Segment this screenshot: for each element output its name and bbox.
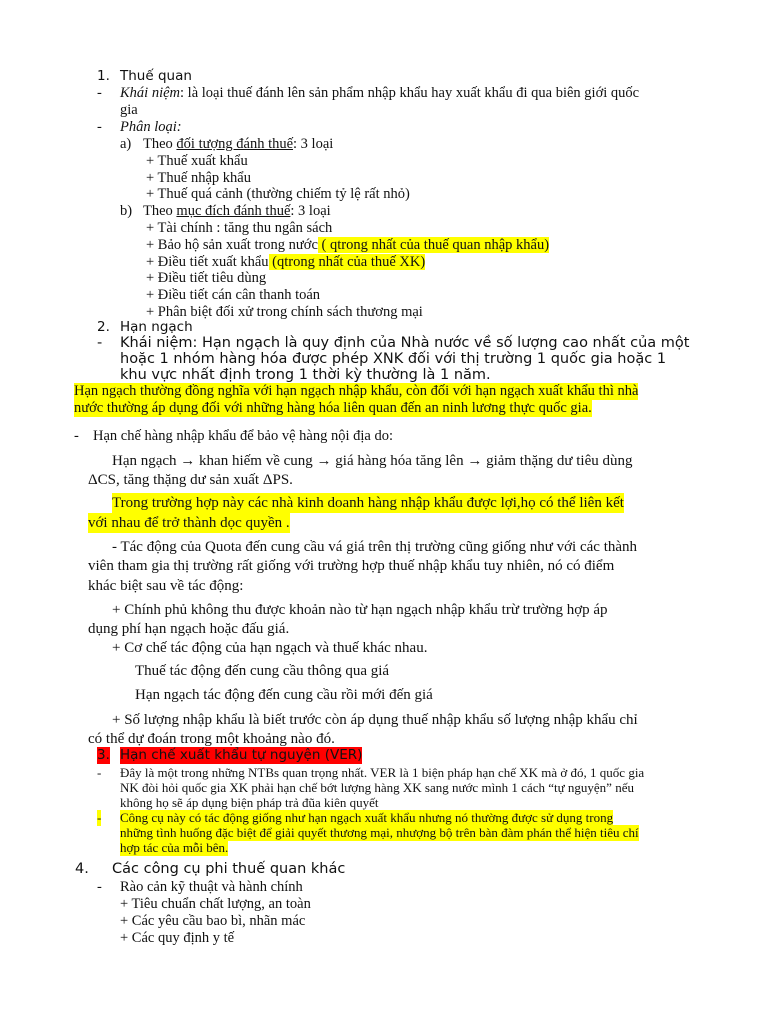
highlight-paragraph-line: nước thường áp dụng đối với những hàng hóa liên quan đến an ninh lương thực quốc gia. [74, 400, 592, 416]
ver-definition-line: không họ sẽ áp dụng biện pháp trả đũa kiên quyết [120, 795, 379, 810]
quota-definition-line: hoặc 1 nhóm hàng hóa được phép XNK đối với thị trường 1 quốc gia hoặc 1 [120, 351, 667, 367]
quota-definition-line: Khái niệm: Hạn ngạch là quy định của Nhà nước về số lượng cao nhất của một [120, 335, 690, 351]
sub-heading-post: : 3 loại [293, 136, 334, 152]
mechanism-line: + Cơ chế tác động của hạn ngạch và thuế khác nhau. [112, 640, 428, 656]
tax-effect-line: Thuế tác động đến cung cầu thông qua giá [135, 663, 390, 679]
list-item: + Thuế xuất khẩu [146, 153, 248, 169]
section-3-number: 3. [97, 747, 110, 763]
list-bullet: - [97, 810, 102, 825]
highlight-note: ( qtrong nhất của thuế quan nhập khẩu) [317, 237, 550, 253]
list-bullet: - [74, 428, 79, 444]
list-item: + Các yêu cầu bao bì, nhãn mác [120, 913, 306, 929]
concept-label: Khái niệm [120, 85, 181, 101]
sub-heading-pre: Theo [143, 203, 177, 219]
ver-definition-line: NK đòi hỏi quốc gia XK phải hạn chế bớt lượng hàng XK sang nước mình 1 cách “tự nguyện” nếu [120, 780, 634, 795]
sub-heading-pre: Theo [143, 136, 177, 152]
list-item: + Tài chính : tăng thu ngân sách [146, 220, 333, 236]
list-item: + Các quy định y tế [120, 930, 235, 946]
monopoly-highlight-line: Trong trường hợp này các nhà kinh doanh hàng nhập khẩu được lợi,họ có thể liên kết [112, 495, 624, 511]
list-item: + Thuế quá cảnh (thường chiếm tỷ lệ rất nhỏ) [146, 186, 410, 202]
concept-text-cont: gia [120, 102, 138, 118]
section-4-title: Các công cụ phi thuế quan khác [112, 861, 346, 877]
sub-heading-underlined: mục đích đánh thuế [176, 203, 291, 219]
sub-heading-post: : 3 loại [290, 203, 331, 219]
ver-highlight-line: hợp tác của mỗi bên. [120, 840, 229, 855]
section-1-title: Thuế quan [120, 68, 192, 84]
import-volume-line: có thể dự đoán trong một khoảng nào đó. [88, 731, 335, 747]
concept-text: : là loại thuế đánh lên sản phẩm nhập khẩu hay xuất khẩu đi qua biên giới quốc [180, 85, 640, 101]
list-item: + Phân biệt đối xử trong chính sách thương mại [146, 304, 423, 320]
sub-heading-b [143, 203, 331, 220]
quota-effect-line: khác biệt sau về tác động: [88, 578, 244, 594]
government-revenue-line: dụng phí hạn ngạch hoặc đấu giá. [88, 621, 290, 637]
list-item: + Thuế nhập khẩu [146, 170, 251, 186]
list-bullet: - [97, 119, 102, 135]
list-item: + Điều tiết cán cân thanh toán [146, 287, 321, 303]
barrier-heading: Rào cản kỹ thuật và hành chính [120, 879, 303, 895]
quota-effect-price-line: Hạn ngạch tác động đến cung cầu rồi mới đến giá [135, 687, 433, 703]
sub-marker-a: a) [120, 136, 132, 152]
sub-heading-underlined: đối tượng đánh thuế [176, 136, 294, 152]
ver-highlight-line: những tình huống đặc biệt để giải quyết thương mại, nhượng bộ trên bàn đàm phán thể hiện tiêu chí [120, 825, 639, 840]
effect-chain-line: ΔCS, tăng thặng dư sản xuất ΔPS. [88, 472, 293, 488]
list-item [146, 254, 425, 271]
list-item-text: + Điều tiết xuất khẩu [146, 254, 269, 270]
import-volume-line: + Số lượng nhập khẩu là biết trước còn áp dụng thuế nhập khẩu số lượng nhập khẩu chỉ [112, 712, 638, 728]
sub-marker-b: b) [120, 203, 133, 219]
list-bullet: - [97, 765, 102, 780]
list-bullet: - [97, 335, 103, 351]
highlight-note: (qtrong nhất của thuế XK) [268, 254, 426, 270]
concept-line [120, 85, 639, 102]
list-item-text: + Bảo hộ sản xuất trong nước [146, 237, 318, 253]
list-item [146, 237, 549, 254]
section-1-number: 1. [97, 68, 110, 84]
highlight-paragraph-line: Hạn ngạch thường đồng nghĩa với hạn ngạch nhập khẩu, còn đối với hạn ngạch xuất khẩu thì nhà [74, 383, 639, 399]
effect-chain-line: Hạn ngạch → khan hiếm về cung → giá hàng hóa tăng lên → giảm thặng dư tiêu dùng [112, 453, 633, 469]
quota-effect-line: viên tham gia thị trường rất giống với trường hợp thuế nhập khẩu tuy nhiên, nó có điểm [88, 558, 615, 574]
list-bullet: - [97, 85, 102, 101]
list-item: + Tiêu chuẩn chất lượng, an toàn [120, 896, 311, 912]
import-limit-line: Hạn chế hàng nhập khẩu để bảo vệ hàng nội địa do: [93, 428, 393, 444]
section-3-title: Hạn chế xuất khẩu tự nguyện (VER) [120, 747, 363, 763]
list-bullet: - [97, 879, 102, 895]
sub-heading-a [143, 136, 333, 153]
monopoly-highlight-line: với nhau để trở thành dọc quyền . [88, 515, 290, 531]
section-2-title: Hạn ngạch [120, 319, 193, 335]
quota-effect-line: - Tác động của Quota đến cung cầu vá giá trên thị trường cũng giống như với các thành [112, 539, 638, 555]
classification-label: Phân loại: [120, 119, 182, 135]
quota-definition-line: khu vực nhất định trong 1 thời kỳ thường là 1 năm. [120, 367, 491, 383]
government-revenue-line: + Chính phủ không thu được khoản nào từ hạn ngạch nhập khẩu trừ trường hợp áp [112, 602, 608, 618]
ver-definition-line: Đây là một trong những NTBs quan trọng nhất. VER là 1 biện pháp hạn chế XK mà ở đó, 1 quốc gia [120, 765, 645, 780]
ver-highlight-line: Công cụ này có tác động giống như hạn ngạch xuất khẩu nhưng nó thường được sử dụng trong [120, 810, 614, 825]
section-2-number: 2. [97, 319, 110, 335]
list-item: + Điều tiết tiêu dùng [146, 270, 267, 286]
section-4-number: 4. [75, 861, 89, 877]
